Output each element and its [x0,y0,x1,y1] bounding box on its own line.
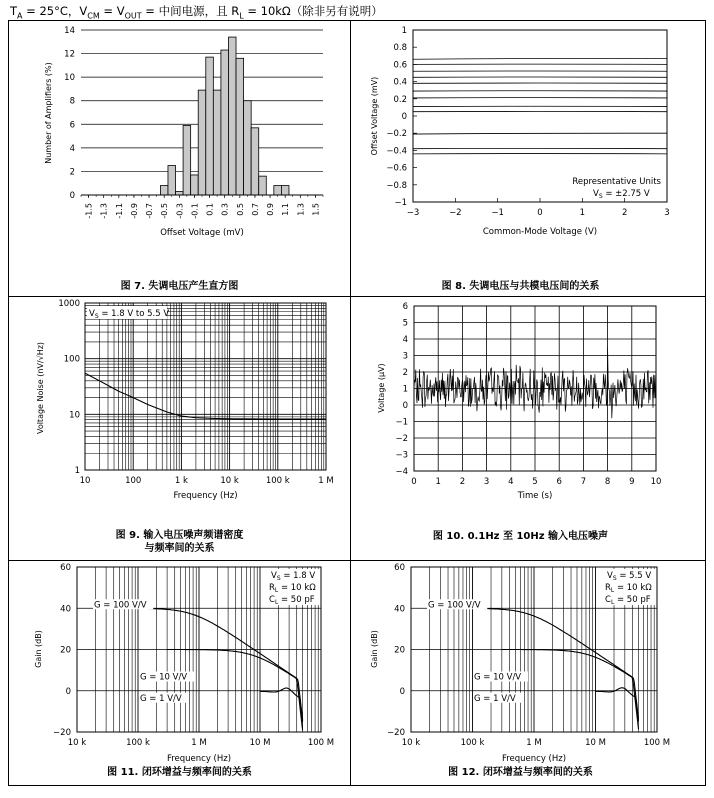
fig12-ytick: 20 [394,645,405,656]
fig11-xtick: 1 M [191,738,207,748]
fig11-series-label: G = 100 V/V [94,600,147,611]
fig10-xtick: 6 [556,477,562,487]
fig8-ytick: 1 [401,26,407,36]
fig9-xtick: 10 [79,476,91,486]
fig7-bar [236,58,244,195]
caption-fig11: 图 11. 闭环增益与频率间的关系 [107,767,252,778]
fig10-ytick: −4 [395,467,408,477]
fig10-xtick: 2 [459,477,466,487]
caption-fig7: 图 7. 失调电压产生直方图 [120,281,239,292]
fig7-xtick: 0.3 [220,203,230,216]
fig7-ytick: 8 [69,96,75,107]
fig8-ytick: −0.2 [386,129,407,140]
fig8-annotation-vs: $V_S = \pm 2.75$ V [593,189,650,200]
fig10-xtick: 8 [604,477,611,487]
figure-grid [8,20,706,786]
fig11-ytick: 20 [60,645,71,656]
fig10-xlabel: Time (s) [517,491,553,501]
fig7-ytick: 14 [64,26,75,36]
fig7-xtick: 0.5 [235,203,245,216]
fig12-xtick: 1 M [526,738,542,748]
fig7-ylabel: Number of Amplifiers (%) [44,62,53,164]
fig10-ytick: 5 [402,318,408,329]
fig7-bar [221,50,229,195]
fig10-ytick: 6 [402,302,408,312]
fig12-xtick: 10 M [585,738,606,748]
fig9-xtick: 100 [125,476,142,486]
fig10-ytick: −2 [395,434,408,444]
fig7-bar [160,186,168,195]
fig7-bar [176,191,184,195]
fig11-xtick: 100 M [307,738,335,748]
fig11-xtick: 10 k [67,738,87,748]
fig7-bar [183,125,191,195]
fig9-ytick: 1 [74,466,80,476]
caption-fig10: 图 10. 0.1Hz 至 10Hz 输入电压噪声 [432,531,609,542]
fig7-xtick: 0.9 [266,203,276,216]
fig12-ytick: 40 [394,604,405,615]
fig9-ylabel: Voltage Noise (nV/√Hz) [36,341,45,435]
fig8-series-line [413,58,667,59]
fig7-bar [168,166,176,195]
fig11-gain-curve [167,650,303,721]
fig10-xtick: 1 [435,477,441,487]
fig9-xtick: 10 k [220,476,239,486]
fig7-xtick: -0.1 [190,203,200,219]
fig7-ytick: 6 [69,120,75,131]
fig8-ytick: 0.2 [393,94,407,105]
fig8-ylabel: Offset Voltage (mV) [370,76,379,156]
fig8-xtick: −2 [449,208,462,218]
fig7-xtick: -0.7 [145,203,155,219]
fig8-ytick: −1 [394,198,407,208]
fig12-xtick: 10 k [401,738,421,748]
fig7-bar [206,57,214,195]
fig10-ytick: 2 [402,368,408,378]
fig10-ytick: 0 [402,401,408,411]
fig8-ytick: 0 [401,112,407,122]
fig7-ytick: 12 [64,49,75,60]
fig10-ylabel: Voltage (μV) [377,363,386,413]
fig7-ytick: 0 [69,191,75,201]
fig7-bar [213,90,221,195]
fig7-bar [198,90,206,195]
fig9-xtick: 1 M [318,476,334,486]
fig8-ytick: −0.6 [386,163,407,174]
fig7-xtick: -0.9 [129,203,139,219]
fig11-cond-cl: $C_L = 50$ pF [269,595,315,606]
fig7-xtick: -1.1 [114,203,124,219]
page-header: $T_A = 25^\circ C$，$V_{CM} = V_{OUT}$ = 中间电源，且 $R_L = 10k\Omega$（除非另有说明） [10,4,383,21]
fig8-ytick: 0.8 [393,43,407,54]
fig9-ytick: 1000 [58,299,80,309]
fig11-series-label: G = 1 V/V [140,693,182,704]
fig7-xtick: 1.5 [311,203,321,216]
fig7-xtick: -1.3 [99,203,109,219]
fig12-gain-curve [596,688,639,721]
fig7-ytick: 4 [69,143,75,154]
fig11-ytick: 0 [65,686,71,697]
fig7-xtick: -0.3 [175,203,185,219]
fig12-cond-vs: $V_S = 5.5$ V [607,571,652,582]
fig10-xtick: 7 [580,477,587,487]
fig8-ytick: −0.8 [386,180,407,191]
fig10-ytick: −3 [395,450,408,461]
fig11-xlabel: Frequency (Hz) [166,754,232,764]
fig10-xtick: 5 [532,477,538,487]
fig12-series-label: G = 10 V/V [474,672,522,683]
fig8-xtick: 2 [621,208,628,218]
fig10-ytick: −1 [395,417,408,428]
fig11-ytick: 40 [60,604,71,615]
fig9-frame [85,303,326,470]
fig7-bar [274,186,282,195]
fig7-xtick: 1.1 [281,203,291,216]
fig12-gain-curve [502,650,639,720]
fig11-series-label: G = 10 V/V [140,672,188,683]
fig7-xtick: 0.7 [250,203,260,216]
fig7-ytick: 10 [64,73,75,84]
caption-fig8: 图 8. 失调电压与共模电压间的关系 [441,281,600,292]
fig8-ytick: 0.6 [393,60,407,71]
fig10-xtick: 10 [650,477,662,487]
fig9-ytick: 100 [63,354,80,365]
fig8-xtick: −1 [491,208,504,218]
fig7-xlabel: Offset Voltage (mV) [160,228,244,238]
caption-fig9: 图 9. 输入电压噪声频谱密度 与频率间的关系 [115,530,244,554]
fig10-xtick: 3 [483,477,490,487]
fig7-bar [228,37,236,195]
fig8-xtick: 0 [537,208,543,218]
fig11-xtick: 10 M [249,738,271,748]
fig12-xtick: 100 M [643,738,671,748]
fig12-series-label: G = 100 V/V [428,600,481,611]
fig11-gain-curve [260,688,303,722]
fig12-xlabel: Frequency (Hz) [501,754,567,764]
fig10-xtick: 4 [508,477,514,487]
fig7-xtick: -1.5 [84,203,94,219]
fig7-xtick: -0.5 [160,203,170,219]
fig7-xtick: 1.3 [296,203,306,216]
fig7-ytick: 2 [69,167,75,178]
fig8-ytick: 0.4 [393,77,407,88]
fig12-cond-rl: $R_L = 10$ kΩ [605,583,652,594]
fig12-ytick: −20 [387,728,405,738]
fig9-legend: $V_S = 1.8$ V to 5.5 V [89,309,170,320]
fig12-xtick: 100 k [460,738,485,748]
caption-fig12: 图 12. 闭环增益与频率间的关系 [448,767,593,778]
fig9-xtick: 1 k [174,476,188,486]
fig8-xtick: 3 [664,208,670,218]
fig8-series-line [413,133,667,134]
fig8-annotation: Representative Units [572,177,661,187]
fig8-xlabel: Common-Mode Voltage (V) [482,227,598,237]
fig7-bar [191,175,199,195]
fig8-xtick: 1 [579,208,586,218]
fig11-ytick: −20 [53,728,71,738]
fig10-ytick: 1 [402,384,408,395]
fig12-ytick: 60 [394,563,405,573]
fig7-bar [281,186,289,195]
fig9-ytick: 10 [69,410,80,421]
fig10-ytick: 4 [402,335,408,345]
fig9-noise-curve [85,373,326,419]
fig9-xtick: 100 k [265,476,290,486]
fig7-xtick: 0.1 [205,203,215,216]
fig12-ylabel: Gain (dB) [370,630,379,668]
fig7-bar [244,101,252,195]
fig10-xtick: 9 [629,477,635,487]
fig12-cond-cl: $C_L = 50$ pF [605,595,651,606]
fig11-cond-vs: $V_S = 1.8$ V [271,571,316,582]
fig11-ylabel: Gain (dB) [34,630,43,668]
plots-canvas [9,21,707,787]
fig11-ytick: 60 [60,563,71,573]
fig8-xtick: −3 [406,208,420,218]
fig7-bar [259,176,267,195]
fig9-xlabel: Frequency (Hz) [173,491,238,501]
fig7-bar [251,128,259,195]
fig12-ytick: 0 [399,686,405,697]
fig12-series-label: G = 1 V/V [474,693,516,704]
fig8-ytick: −0.4 [386,146,407,157]
fig10-ytick: 3 [402,351,408,362]
fig10-xtick: 0 [411,477,417,487]
fig11-cond-rl: $R_L = 10$ kΩ [269,583,316,594]
fig11-xtick: 100 k [126,738,150,748]
